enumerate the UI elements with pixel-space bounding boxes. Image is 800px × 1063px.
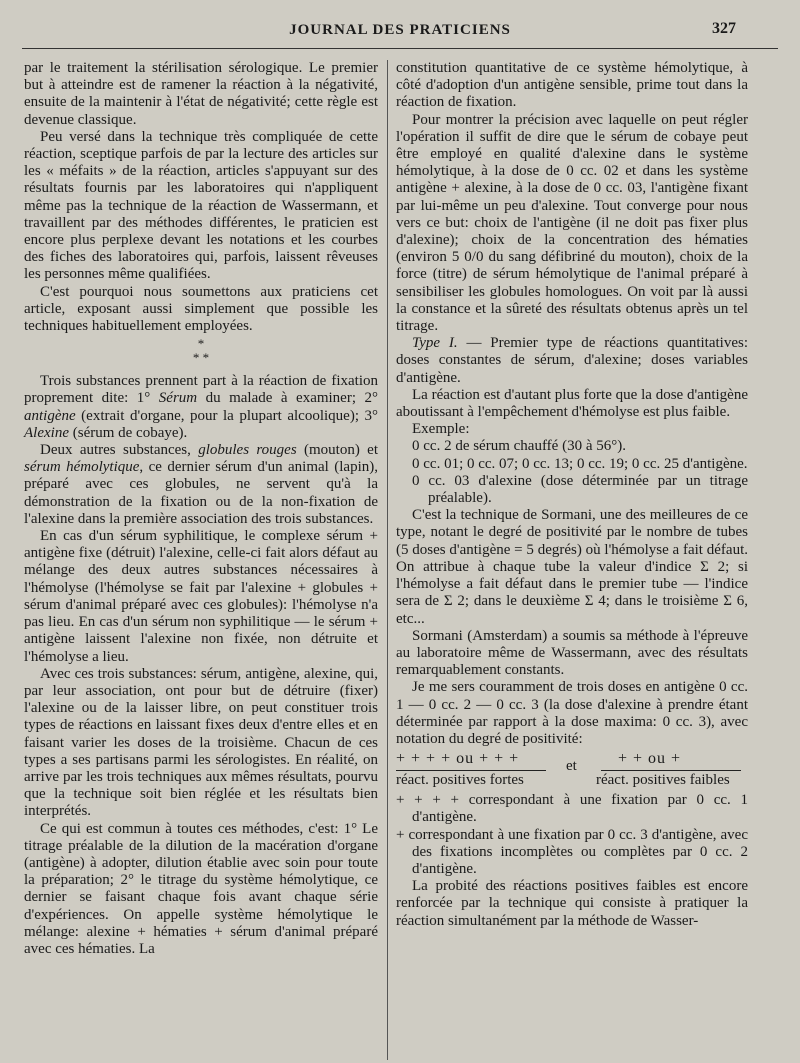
paragraph: constitution quantitative de ce système hémolytique, à côté d'adoption d'un antigène sensible, prime tout dans la réaction de fixation. [396, 60, 748, 111]
text-run: Deux autres substances, [40, 442, 199, 459]
paragraph: Ce qui est commun à toutes ces méthodes, c'est: 1° Le titrage préalable de la dilution de la macération d'organe (antigène) à adopter, dilution établie avec soin pour toute la préparation; 2° le titrage du système hémolytique, ce dernier se faisant chaque fois avant chaque série d'expériences. On appelle système hémolytique le mélange: alexine + hématies + sérum d'animal préparé avec ces hématies. La [24, 820, 378, 957]
left-column [24, 60, 378, 1060]
example-line: 0 cc. 2 de sérum chauffé (30 à 56°). [412, 438, 626, 455]
example-line: 0 cc. 03 d'alexine (dose déterminée par un titrage préalable). [412, 472, 748, 507]
page-header [0, 22, 800, 46]
paragraph: La probité des réactions positives faibles est encore renforcée par la technique qui consiste à pratiquer la réaction simultanément par la méthode de Wasser- [396, 878, 748, 929]
section-separator [24, 337, 378, 365]
italic-term: globules rouges [198, 442, 297, 459]
page-number: 327 [712, 20, 736, 37]
example-line: 0 cc. 01; 0 cc. 07; 0 cc. 13; 0 cc. 19; 0 cc. 25 d'antigène. [412, 455, 748, 472]
paragraph: Avec ces trois substances: sérum, antigène, alexine, qui, par leur association, ont pour but de détruire (fixer) l'alexine ou de la laisser libre, on peut constituer trois types de réactions en laissant fixes deux d'entre elles et en faisant varier les doses de la troisième. Chacun de ces types a ses partisans parmi les sérologistes. En réalité, on arrive par les trois techniques aux mêmes résultats, pourvu que la technique soit bien réglée et les résultats bien interprétés. [24, 665, 378, 820]
notation-item: + correspondant à une fixation par 0 cc. 3 d'antigène, avec des fixations incomplètes ou complètes par 0 cc. 2 d'antigène. [396, 826, 748, 877]
journal-title: JOURNAL DES PRATICIENS [289, 22, 511, 38]
text-run: (extrait d'organe, pour la plupart alcoolique); 3° [75, 407, 378, 424]
weak-label: réact. positives faibles [596, 772, 730, 789]
paragraph: C'est la technique de Sormani, une des meilleures de ce type, notant le degré de positivité par le nombre de tubes (5 doses d'antigène = 5 degrés) où l'hémolyse a fait défaut. On attribue à chaque tube la valeur d'indice Σ 2; si l'hémolyse a fait défaut dans le premier tube — l'indice sera de Σ 2; dans le deuxième Σ 4; dans le troisième Σ 6, etc... [396, 507, 748, 627]
paragraph: Peu versé dans la technique très compliquée de cette réaction, sceptique parfois de par la lecture des articles sur les « méfaits » de la réaction, articles s'appuyant sur des résultats fournis par les laboratoires qui n'appliquent même pas la technique de la réaction de Wassermann, et travaillent par des méthodes différentes, le praticien est encore plus perplexe devant les notations et les courbes des fiches des laboratoires qui, parfois, laissent rêveuses les personnes même qualifiées. [24, 128, 378, 283]
strong-signs: + + + + ou + + + [396, 750, 520, 768]
asterism-bottom: * * [192, 350, 210, 366]
signs-conjunction: et [566, 758, 577, 775]
text-run: , ce dernier sérum d'un animal (lapin), préparé avec ces globules, ne servent qu'à la démonstration de la fixation ou de la non-fixation de l'alexine dans la première association des trois substances. [24, 459, 378, 527]
paragraph: Pour montrer la précision avec laquelle on peut régler l'opération il suffit de dire que le sérum de cobaye peut être employé en qualité d'alexine dans le système hémolytique, à la dose de 0 cc. 02 et dans les système antigène + alexine, à la dose de 0 cc. 03, l'antigène fixant par lui-même un peu d'alexine. Tout converge pour nous vers ce but: choix de l'antigène (il ne doit pas fixer plus d'alexine); choix de la concentration des hématies (environ 5 0/0 du sang défibriné du mouton), choix de la force (titre) de sérum hémolytique de l'animal préparé à sensibiliser les globules homologues. On voit par là aussi la constance et la sûreté des résultats obtenus après un tel titrage. [396, 111, 748, 335]
paragraph [24, 373, 378, 442]
weak-signs: + + ou + [618, 750, 682, 768]
column-divider [387, 60, 388, 1060]
text-run: (sérum de cobaye). [68, 424, 188, 441]
paragraph: En cas d'un sérum syphilitique, le complexe sérum + antigène fixe (détruit) l'alexine, celle-ci fait alors défaut au mélange des deux autres substances nécessaires à l'hémolyse (l'hémolyse se fait par l'alexine + globules + sérum d'animal préparé avec ces globules): l'hémolyse n'a pas lieu. En cas d'un sérum non syphilitique — le sérum + antigène laissent l'alexine non fixée, non détruite et l'hémolyse a lieu. [24, 528, 378, 665]
strong-label: réact. positives fortes [396, 772, 524, 789]
notation-item: + + + + correspondant à une fixation par 0 cc. 1 d'antigène. [396, 792, 748, 826]
right-column [396, 60, 748, 1060]
header-rule [22, 48, 778, 49]
paragraph: La réaction est d'autant plus forte que la dose d'antigène aboutissant à l'empêchement d'hémolyse est plus faible. [396, 386, 748, 421]
asterism-top: * [197, 336, 205, 352]
italic-term: antigène [24, 407, 76, 424]
italic-term: Sérum [158, 390, 198, 407]
positivity-notation [396, 750, 748, 790]
paragraph [396, 335, 748, 387]
text-run: (mouton) et [296, 442, 378, 459]
text-run: du malade à examiner; 2° [197, 390, 378, 407]
text-run: Trois substances prennent part à la réaction de fixation proprement dite: 1° [24, 373, 378, 407]
paragraph: par le traitement la stérilisation sérologique. Le premier but à atteindre est de ramener la réaction à la négativité, ensuite de la maintenir à l'état de négativité; cette règle est devenue classique. [24, 60, 378, 128]
italic-term: Alexine [24, 424, 69, 441]
paragraph: Sormani (Amsterdam) a soumis sa méthode à l'épreuve au laboratoire même de Wassermann, avec des résultats remarquablement constants. [396, 627, 748, 679]
example-label: Exemple: [412, 421, 470, 438]
italic-term: sérum hémolytique [24, 459, 140, 476]
paragraph: C'est pourquoi nous soumettons aux praticiens cet article, exposant aussi simplement que possible les techniques habituellement employées. [24, 283, 378, 335]
italic-term: Type I. [412, 335, 458, 352]
paragraph: Je me sers couramment de trois doses en antigène 0 cc. 1 — 0 cc. 2 — 0 cc. 3 (la dose d'alexine à prendre étant déterminée par rapport à la dose maxima: 0 cc. 3), avec notation du degré de positivité: [396, 679, 748, 747]
paragraph [24, 442, 378, 528]
text-run: — Premier type de réactions quantitatives: doses constantes de sérum, d'alexine; doses variables d'antigène. [396, 335, 749, 386]
